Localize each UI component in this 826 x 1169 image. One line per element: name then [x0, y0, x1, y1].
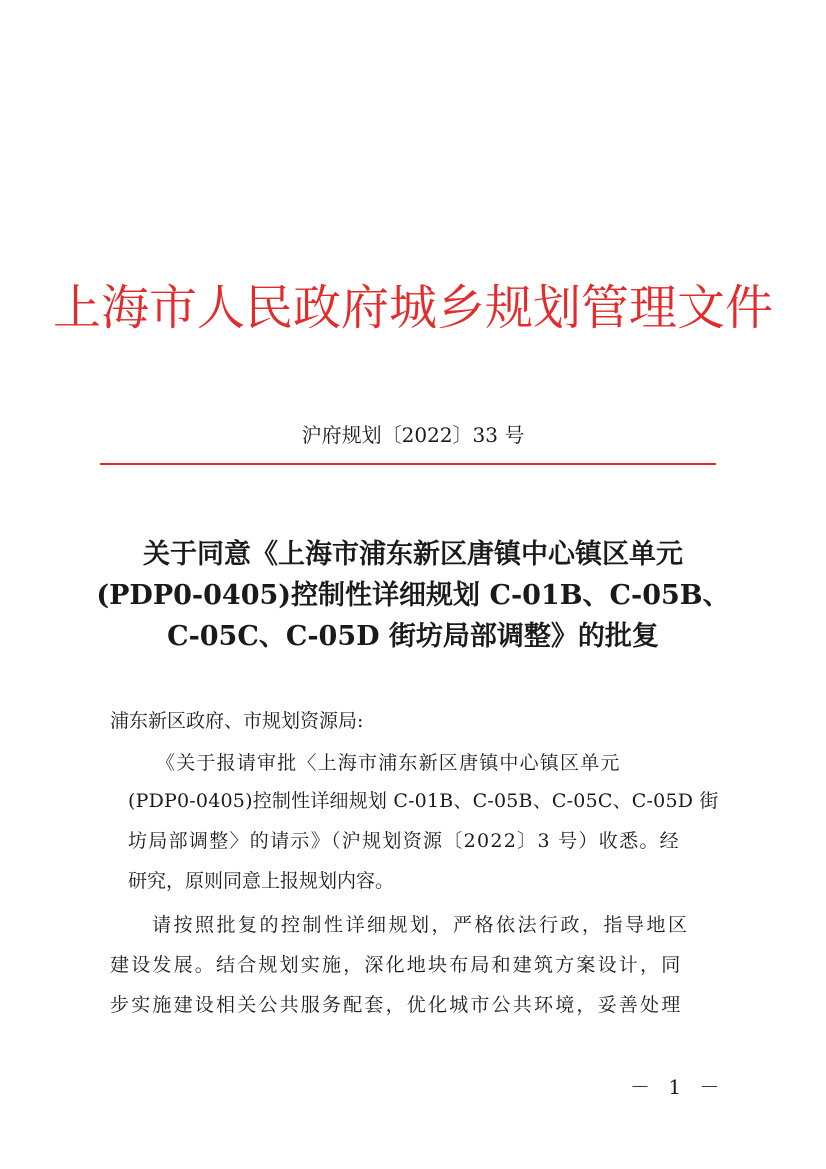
- paragraph-1-line-4: 研究，原则同意上报规划内容。: [128, 870, 395, 892]
- paragraph-1-line-2: (PDP0-0405)控制性详细规划 C-01B、C-05B、C-05C、C-05D 街: [128, 790, 719, 812]
- title-line-1: 关于同意《上海市浦东新区唐镇中心镇区单元: [143, 539, 683, 570]
- masthead-title: 上海市人民政府城乡规划管理文件: [52, 280, 773, 336]
- document-number: 沪府规划〔2022〕33 号: [301, 423, 525, 447]
- paragraph-1-line-3: 坊局部调整〉的请示》（沪规划资源〔2022〕3 号）收悉。经: [128, 830, 680, 852]
- paragraph-2-line-2: 建设发展。结合规划实施，深化地块布局和建筑方案设计，同: [110, 954, 683, 976]
- red-divider-line: [100, 463, 716, 465]
- title-line-3: C-05C、C-05D 街坊局部调整》的批复: [167, 621, 659, 652]
- paragraph-1-line-1: 《关于报请审批〈上海市浦东新区唐镇中心镇区单元: [156, 752, 621, 774]
- title-line-2: (PDP0-0405)控制性详细规划 C-01B、C-05B、: [96, 580, 730, 611]
- paragraph-2-line-3: 步实施建设相关公共服务配套，优化城市公共环境，妥善处理: [110, 994, 683, 1016]
- addressee: 浦东新区政府、市规划资源局:: [110, 710, 364, 732]
- page-number: － 1 －: [630, 1075, 726, 1099]
- paragraph-2-line-1: 请按照批复的控制性详细规划，严格依法行政，指导地区: [152, 914, 690, 936]
- document-title: [90, 534, 736, 657]
